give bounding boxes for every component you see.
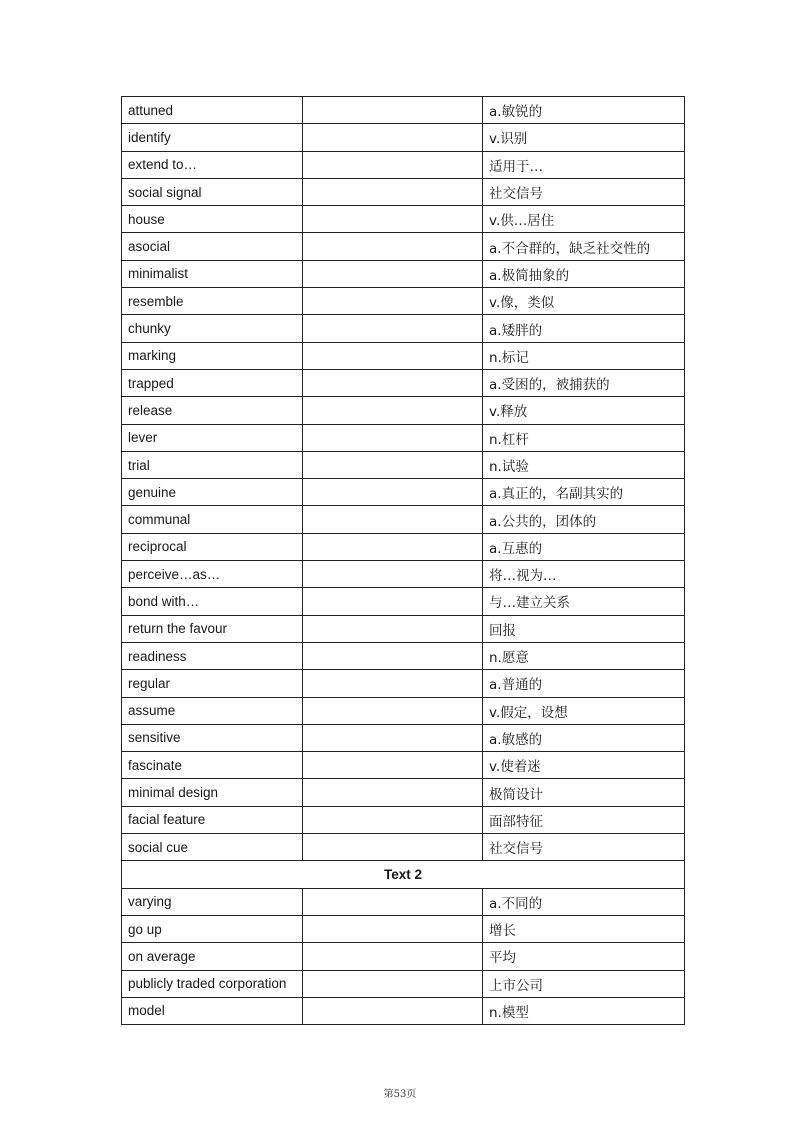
meaning-cell: 社交信号 [483,178,685,205]
word-cell: regular [122,670,303,697]
word-cell: genuine [122,479,303,506]
section-header-group [122,861,685,888]
word-cell: lever [122,424,303,451]
table-row [122,888,685,915]
section-title: Text 2 [122,861,685,888]
word-cell: on average [122,943,303,970]
vocabulary-table [121,96,685,1025]
word-cell: minimalist [122,260,303,287]
table-row [122,479,685,506]
meaning-cell: a.不合群的，缺乏社交性的 [483,233,685,260]
word-cell: social cue [122,834,303,861]
meaning-cell: a.矮胖的 [483,315,685,342]
word-cell: publicly traded corporation [122,970,303,997]
table-row [122,834,685,861]
meaning-cell: a.不同的 [483,888,685,915]
meaning-cell: n.模型 [483,997,685,1024]
meaning-cell: 增长 [483,915,685,942]
table-row [122,915,685,942]
blank-cell [303,588,483,615]
table-row [122,943,685,970]
table-row [122,642,685,669]
table-row [122,724,685,751]
table-row [122,233,685,260]
blank-cell [303,97,483,124]
word-cell: readiness [122,642,303,669]
word-cell: return the favour [122,615,303,642]
word-cell: go up [122,915,303,942]
meaning-cell: a.普通的 [483,670,685,697]
word-cell: minimal design [122,779,303,806]
page-number: 第53页 [383,1089,417,1100]
table-row [122,288,685,315]
blank-cell [303,888,483,915]
word-cell: social signal [122,178,303,205]
meaning-cell: 面部特征 [483,806,685,833]
blank-cell [303,670,483,697]
blank-cell [303,315,483,342]
blank-cell [303,369,483,396]
word-cell: trapped [122,369,303,396]
table-row [122,697,685,724]
blank-cell [303,288,483,315]
word-cell: bond with… [122,588,303,615]
table-row [122,342,685,369]
blank-cell [303,615,483,642]
word-cell: facial feature [122,806,303,833]
meaning-cell: n.试验 [483,451,685,478]
blank-cell [303,124,483,151]
word-cell: communal [122,506,303,533]
blank-cell [303,451,483,478]
meaning-cell: 社交信号 [483,834,685,861]
vocabulary-rows-text2 [122,888,685,1024]
blank-cell [303,752,483,779]
word-cell: chunky [122,315,303,342]
meaning-cell: v.识别 [483,124,685,151]
table-row [122,752,685,779]
blank-cell [303,178,483,205]
word-cell: identify [122,124,303,151]
meaning-cell: v.使着迷 [483,752,685,779]
word-cell: model [122,997,303,1024]
table-row [122,260,685,287]
blank-cell [303,479,483,506]
table-row [122,588,685,615]
table-row [122,670,685,697]
table-row [122,451,685,478]
table-row [122,779,685,806]
table-row [122,506,685,533]
meaning-cell: n.标记 [483,342,685,369]
word-cell: fascinate [122,752,303,779]
word-cell: asocial [122,233,303,260]
table-row [122,615,685,642]
meaning-cell: v.假定，设想 [483,697,685,724]
meaning-cell: a.公共的，团体的 [483,506,685,533]
table-row [122,806,685,833]
table-row [122,369,685,396]
blank-cell [303,943,483,970]
blank-cell [303,397,483,424]
meaning-cell: 适用于… [483,151,685,178]
blank-cell [303,997,483,1024]
section-header-row [122,861,685,888]
meaning-cell: 上市公司 [483,970,685,997]
blank-cell [303,424,483,451]
meaning-cell: a.敏锐的 [483,97,685,124]
meaning-cell: v.释放 [483,397,685,424]
word-cell: resemble [122,288,303,315]
word-cell: sensitive [122,724,303,751]
blank-cell [303,342,483,369]
table-row [122,206,685,233]
table-row [122,997,685,1024]
meaning-cell: a.敏感的 [483,724,685,751]
word-cell: reciprocal [122,533,303,560]
meaning-cell: 极简设计 [483,779,685,806]
word-cell: attuned [122,97,303,124]
word-cell: marking [122,342,303,369]
meaning-cell: a.极简抽象的 [483,260,685,287]
meaning-cell: v.像，类似 [483,288,685,315]
word-cell: perceive…as… [122,561,303,588]
blank-cell [303,697,483,724]
meaning-cell: 与…建立关系 [483,588,685,615]
table-row [122,151,685,178]
table-row [122,424,685,451]
meaning-cell: v.供…居住 [483,206,685,233]
blank-cell [303,561,483,588]
blank-cell [303,151,483,178]
meaning-cell: n.杠杆 [483,424,685,451]
blank-cell [303,260,483,287]
blank-cell [303,779,483,806]
table-row [122,561,685,588]
word-cell: trial [122,451,303,478]
vocabulary-rows-text1 [122,97,685,861]
word-cell: house [122,206,303,233]
table-row [122,315,685,342]
blank-cell [303,834,483,861]
meaning-cell: a.受困的，被捕获的 [483,369,685,396]
blank-cell [303,233,483,260]
meaning-cell: 将…视为… [483,561,685,588]
table-row [122,397,685,424]
word-cell: extend to… [122,151,303,178]
blank-cell [303,970,483,997]
blank-cell [303,806,483,833]
meaning-cell: a.互惠的 [483,533,685,560]
word-cell: varying [122,888,303,915]
blank-cell [303,915,483,942]
meaning-cell: n.愿意 [483,642,685,669]
blank-cell [303,642,483,669]
table-row [122,178,685,205]
table-row [122,124,685,151]
table-row [122,970,685,997]
blank-cell [303,206,483,233]
blank-cell [303,724,483,751]
blank-cell [303,506,483,533]
meaning-cell: a.真正的，名副其实的 [483,479,685,506]
word-cell: release [122,397,303,424]
blank-cell [303,533,483,560]
meaning-cell: 回报 [483,615,685,642]
table-row [122,533,685,560]
meaning-cell: 平均 [483,943,685,970]
table-row [122,97,685,124]
word-cell: assume [122,697,303,724]
